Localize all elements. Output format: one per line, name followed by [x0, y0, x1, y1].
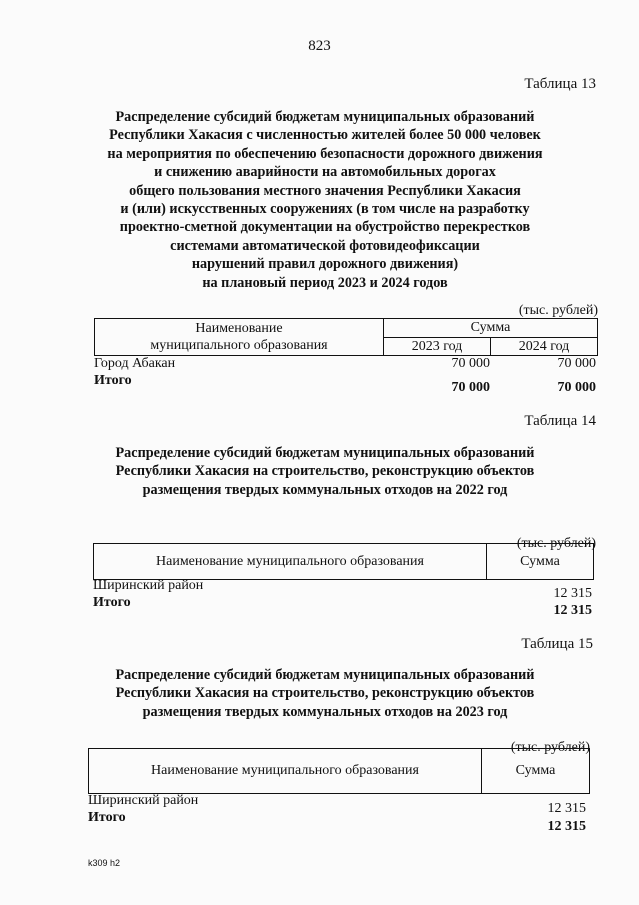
total-label: Итого	[93, 595, 131, 610]
row-name: Город Абакан	[94, 356, 176, 371]
header-line: муниципального образования	[150, 338, 328, 353]
column-header-2023: 2023 год	[384, 338, 491, 356]
column-header-name: Наименование муниципального образования	[89, 749, 482, 794]
heading-line: и снижению аварийности на автомобильных дорогах	[154, 164, 496, 181]
heading-line: общего пользования местного значения Республики Хакасия	[129, 182, 521, 199]
row-value: 12 315	[553, 586, 592, 601]
page-number: 823	[308, 38, 331, 54]
total-label: Итого	[88, 810, 126, 825]
footer-code: k309 h2	[88, 858, 121, 868]
heading-line: на плановый период 2023 и 2024 годов	[202, 274, 448, 291]
total-label: Итого	[94, 373, 132, 388]
table-13-header	[94, 318, 598, 356]
table-15-heading	[60, 666, 590, 721]
table-14-unit: (тыс. рублей)	[516, 536, 596, 551]
column-header-sum: Сумма	[482, 749, 590, 794]
row-value-2023: 70 000	[451, 356, 490, 371]
table-row	[94, 356, 598, 372]
heading-line: Республики Хакасия с численностью жителей более 50 000 человек	[109, 127, 541, 144]
table-14-label: Таблица 14	[524, 413, 596, 429]
heading-line: размещения твердых коммунальных отходов на 2022 год	[142, 481, 508, 498]
heading-line: системами автоматической фотовидеофиксации	[170, 237, 480, 254]
heading-line: Распределение субсидий бюджетам муниципальных образований	[115, 109, 535, 125]
row-name: Ширинский район	[88, 793, 199, 808]
heading-line: нарушений правил дорожного движения)	[191, 256, 459, 273]
column-header-sum: Сумма	[384, 319, 598, 338]
heading-line: Республики Хакасия на строительство, реконструкцию объектов	[115, 685, 535, 702]
column-header-name	[95, 319, 384, 356]
heading-line: размещения твердых коммунальных отходов на 2023 год	[142, 703, 508, 720]
table-13-heading	[60, 108, 590, 292]
total-value-line	[93, 603, 594, 619]
heading-line: Республики Хакасия на строительство, реконструкцию объектов	[115, 463, 535, 480]
heading-line: Распределение субсидий бюджетам муниципальных образований	[115, 445, 535, 461]
heading-line: проектно-сметной документации на обустройство перекрестков	[119, 219, 531, 236]
table-14-header	[93, 543, 594, 580]
column-header-2024: 2024 год	[491, 338, 598, 356]
table-13-label: Таблица 13	[524, 76, 596, 92]
column-header-name: Наименование муниципального образования	[94, 544, 487, 580]
row-value: 12 315	[547, 801, 586, 816]
table-15-unit: (тыс. рублей)	[510, 740, 590, 755]
total-value-2023: 70 000	[451, 380, 490, 395]
heading-line: на мероприятия по обеспечению безопасности дорожного движения	[107, 145, 543, 162]
total-value: 12 315	[553, 603, 592, 618]
total-value-line	[88, 819, 590, 835]
column-header-sum: Сумма	[487, 544, 594, 580]
table-15-header	[88, 748, 590, 794]
table-15-label: Таблица 15	[521, 636, 593, 652]
total-value: 12 315	[547, 819, 586, 834]
table-14-heading	[60, 444, 590, 499]
row-value-2024: 70 000	[557, 356, 596, 371]
table-13-unit: (тыс. рублей)	[518, 303, 598, 318]
total-values	[94, 380, 598, 396]
heading-line: Распределение субсидий бюджетам муниципальных образований	[115, 667, 535, 683]
total-value-2024: 70 000	[557, 380, 596, 395]
row-name: Ширинский район	[93, 578, 204, 593]
header-line: Наименование	[195, 321, 283, 336]
heading-line: и (или) искусственных сооружениях (в том числе на разработку	[120, 201, 530, 218]
